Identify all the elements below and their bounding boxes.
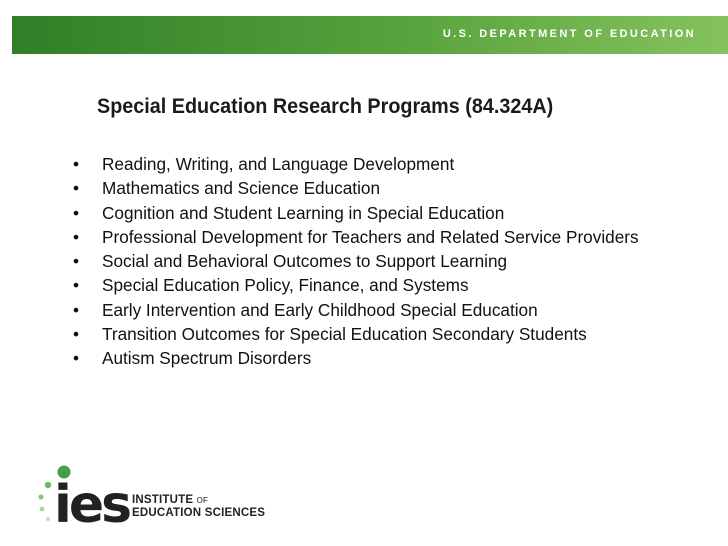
list-item-text: Special Education Policy, Finance, and Systems xyxy=(102,275,469,296)
list-item xyxy=(70,349,710,368)
list-item xyxy=(70,276,710,295)
bullet-icon: • xyxy=(73,251,80,272)
list-item-text: Autism Spectrum Disorders xyxy=(102,348,312,369)
logo-line-institute: INSTITUTE xyxy=(132,494,194,506)
bullet-icon: • xyxy=(73,348,80,369)
logo-wordmark: ies xyxy=(54,475,130,534)
list-item-text: Social and Behavioral Outcomes to Support Learning xyxy=(102,251,508,272)
list-item xyxy=(70,325,710,344)
list-item-text: Transition Outcomes for Special Education Secondary Students xyxy=(102,324,587,345)
header-bar xyxy=(12,16,728,54)
slide-title: Special Education Research Programs (84.324A) xyxy=(97,94,554,118)
bullet-icon: • xyxy=(73,202,80,223)
logo-dot-icon xyxy=(46,517,50,521)
bullet-icon: • xyxy=(73,226,80,247)
header-band xyxy=(0,0,728,64)
logo-dot-icon xyxy=(45,482,51,488)
list-item-text: Cognition and Student Learning in Special Education xyxy=(102,202,505,223)
list-item xyxy=(70,179,710,198)
bullet-icon: • xyxy=(73,154,80,174)
list-item-text: Reading, Writing, and Language Development xyxy=(102,154,455,174)
logo-line-education-sciences: EDUCATION SCIENCES xyxy=(132,507,266,519)
list-item-text: Early Intervention and Early Childhood Special Education xyxy=(102,299,538,320)
bullet-list xyxy=(70,155,710,374)
logo-institute-text xyxy=(132,494,265,520)
logo-line-of: OF xyxy=(196,496,209,505)
bullet-icon: • xyxy=(73,324,80,345)
logo-dot-icon xyxy=(38,494,43,499)
list-item xyxy=(70,228,710,247)
logo-dot-icon xyxy=(40,507,45,512)
bullet-icon: • xyxy=(73,178,80,199)
list-item-text: Professional Development for Teachers and Related Service Providers xyxy=(102,226,639,247)
list-item xyxy=(70,204,710,223)
list-item xyxy=(70,301,710,320)
bullet-icon: • xyxy=(73,275,80,296)
bullet-icon: • xyxy=(73,299,80,320)
list-item xyxy=(70,252,710,271)
list-item-text: Mathematics and Science Education xyxy=(102,178,381,199)
list-item xyxy=(70,155,710,174)
department-name: U.S. DEPARTMENT OF EDUCATION xyxy=(442,28,696,40)
